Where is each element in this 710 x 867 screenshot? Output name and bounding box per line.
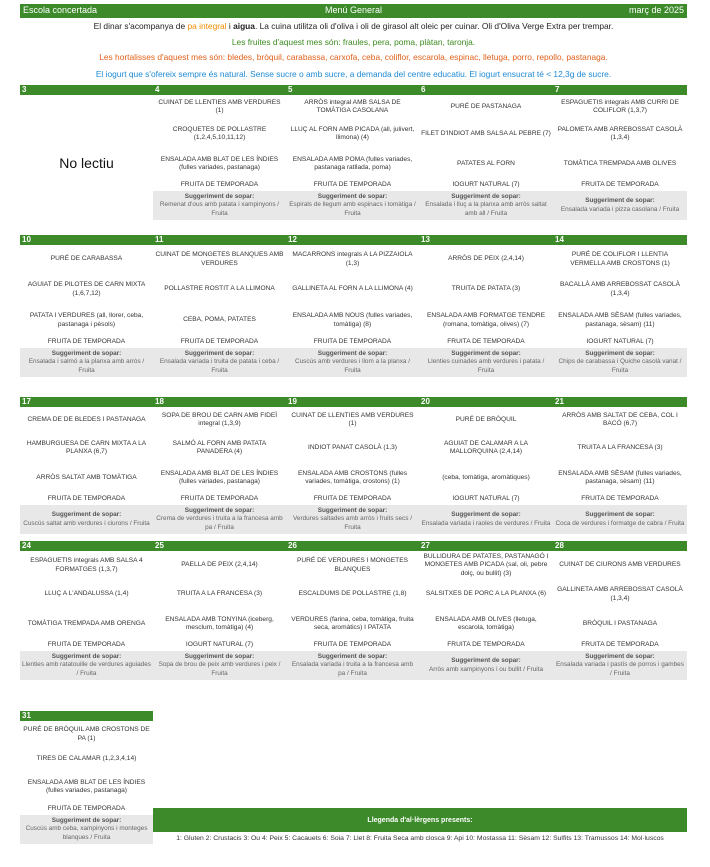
day-number: 31 (22, 711, 31, 720)
day-number: 5 (288, 85, 293, 94)
dish-item: ARRÒS AMB SALTAT DE CEBA, COL I BACÓ (6,7) (562, 411, 678, 427)
dish-item: CUINAT DE LLENTIES AMB VERDURES (1) (158, 98, 281, 114)
day-number: 24 (22, 541, 31, 550)
dish-item: INDIOT PANAT CASOLÀ (1,3) (308, 443, 397, 451)
dish-item: VERDURES (farina, ceba, tomàtiga, fruita seca, aromàtics) I PATATA (291, 615, 414, 631)
dish-item: POLLASTRE ROSTIT A LA LLIMONA (164, 285, 275, 293)
dessert-item: FRUITA DE TEMPORADA (447, 337, 525, 345)
dessert-item: FRUITA DE TEMPORADA (180, 494, 259, 502)
day-number: 7 (555, 85, 560, 94)
dinner-suggestion-text: Ensalada variada i raoles de verdures / Fruita (421, 519, 551, 527)
dinner-suggestion-text: Ensalada variada i pizza casolana / Fruita (560, 205, 680, 213)
day-number: 6 (421, 85, 426, 94)
week-header-bar (20, 397, 687, 407)
intro-yogurt: El iogurt que s'ofereix sempre és natural. Sense sucre o amb sucre, a demanda del centre educatiu. El iogurt ensucrat té < 12,3g de sucre. (95, 69, 612, 79)
dish-item: ENSALADA AMB TONYINA (iceberg, mesclum, tomàtiga) (4) (165, 615, 274, 631)
dinner-suggestion-text: Ensalada i lluç a la planxa amb arròs saltat amb all / Fruita (425, 201, 547, 217)
dessert-item: FRUITA DE TEMPORADA (180, 180, 259, 188)
dinner-suggestion-label: Suggeriment de sopar: (585, 511, 655, 519)
dessert-item: IOGURT NATURAL (7) (586, 337, 654, 345)
day-number: 21 (555, 397, 564, 406)
day-number: 25 (155, 541, 164, 550)
dish-item: BACALLÀ AMB ARREBOSSAT CASOLÀ (1,3,4) (560, 281, 680, 297)
day-number: 20 (421, 397, 430, 406)
dinner-suggestion-label: Suggeriment de sopar: (51, 350, 122, 358)
dinner-suggestion (286, 348, 419, 377)
day-number: 17 (22, 397, 31, 406)
dinner-suggestion-label: Suggeriment de sopar: (451, 193, 521, 201)
dish-item: AGUIAT DE PILOTES DE CARN MIXTA (1,6,7,12) (27, 281, 146, 297)
dessert-item: FRUITA DE TEMPORADA (47, 804, 126, 812)
dinner-suggestion-label: Suggeriment de sopar: (51, 511, 122, 519)
dinner-suggestion (153, 651, 286, 680)
header-bar (20, 4, 687, 18)
dinner-suggestion (20, 815, 153, 844)
dish-item: TOMÀTICA TREMPADA AMB OLIVES (563, 159, 677, 167)
dessert-item: FRUITA DE TEMPORADA (581, 494, 659, 502)
dinner-suggestion-text: Crema de verdures i truita a la francesa amb pa / Fruita (156, 515, 283, 531)
dish-item: TRUITA A LA FRANCESA (3) (577, 443, 663, 451)
dessert-item: FRUITA DE TEMPORADA (313, 640, 392, 648)
dish-item: ENSALADA AMB CROSTONS (fulles variades, tomàtiga, crostons) (1) (297, 469, 408, 485)
day-number: 18 (155, 397, 164, 406)
dish-item: SOPA DE BROU DE CARN AMB FIDEÏ integral (1,3,9) (161, 411, 278, 427)
dish-item: TRUITA DE PATATA (3) (451, 285, 521, 293)
dish-item: BRÒQUIL I PASTANAGA (582, 619, 658, 627)
dish-item: PATATA I VERDURES (all, llorer, ceba, pastanaga i pèsols) (29, 312, 144, 328)
dinner-suggestion (553, 191, 687, 220)
dessert-item: IOGURT NATURAL (7) (452, 180, 520, 188)
dinner-suggestion (153, 505, 286, 534)
dish-item: ESCALDUMS DE POLLASTRE (1,8) (298, 590, 407, 598)
dinner-suggestion-label: Suggeriment de sopar: (317, 507, 388, 515)
dish-item: ENSALADA AMB BLAT DE LES ÍNDIES (fulles variades, pastanaga) (160, 469, 279, 485)
day-number: 3 (22, 85, 27, 94)
dish-item: PATATES AL FORN (457, 159, 515, 167)
menu-date: març de 2025 (628, 5, 684, 15)
dinner-suggestion (419, 191, 553, 220)
dessert-item: IOGURT NATURAL (7) (185, 640, 254, 648)
no-lectiu-label: No lectiu (59, 155, 114, 171)
dinner-suggestion-text: Llenties amb ratatouille de verdures aguiades / Fruita (22, 661, 151, 677)
dessert-item: FRUITA DE TEMPORADA (180, 337, 259, 345)
dinner-suggestion (419, 505, 553, 534)
dish-item: PAELLA DE PEIX (2,4,14) (181, 561, 258, 569)
day-number: 4 (155, 85, 160, 94)
dish-item: TIRES DE CALAMAR (1,2,3,4,14) (36, 755, 137, 763)
dish-item: CUINAT DE CIURONS AMB VERDURES (559, 561, 681, 569)
intro-fruits: Les fruites d'aquest mes són: fraules, pera, poma, plàtan, taronja. (231, 37, 476, 47)
dish-item: PURÉ DE CARABASSA (50, 255, 123, 263)
dish-item: CUINAT DE LLENTIES AMB VERDURES (1) (291, 411, 414, 427)
dish-item: PALOMETA AMB ARREBOSSAT CASOLÀ (1,3,4) (557, 125, 683, 141)
dish-item: TRUITA A LA FRANCESA (3) (176, 590, 263, 598)
dinner-suggestion-text: Ensalada i salmó a la planxa amb arròs / Fruita (28, 358, 145, 374)
dessert-item: FRUITA DE TEMPORADA (313, 494, 392, 502)
week-header-bar (20, 85, 687, 95)
dinner-suggestion (553, 505, 687, 534)
dinner-suggestion-label: Suggeriment de sopar: (184, 653, 255, 661)
dessert-item: FRUITA DE TEMPORADA (47, 640, 126, 648)
dinner-suggestion-label: Suggeriment de sopar: (451, 350, 521, 358)
dinner-suggestion-text: Arròs amb xampinyons i ou bullit / Fruita (428, 665, 543, 673)
dinner-suggestion-label: Suggeriment de sopar: (585, 653, 655, 661)
dinner-suggestion-text: Remenat d'ous amb patata i xampinyons / Fruita (159, 201, 280, 217)
dessert-item: FRUITA DE TEMPORADA (313, 337, 392, 345)
dish-item: PURÉ DE BRÒQUIL (455, 415, 517, 423)
dish-item: GALLINETA AL FORN A LA LLIMONA (4) (292, 285, 413, 293)
allergen-legend-text: 1: Gluten 2: Crustacis 3: Ou 4: Peix 5: Cacauets 6: Soia 7: Llet 8: Fruita Seca amb closca 9: Api 10: Mostassa 11: Sèsam 12: Sulfits 13: Tramussos 14: Mol·luscos (176, 835, 664, 842)
dinner-suggestion-text: Cuscús amb verdures i llom a la planxa / Fruita (294, 358, 411, 374)
dessert-item: FRUITA DE TEMPORADA (313, 180, 392, 188)
day-number: 28 (555, 541, 564, 550)
dish-item: PURÉ DE VERDURES I MONGETES BLANQUES (296, 557, 408, 573)
day-number: 27 (421, 541, 430, 550)
dinner-suggestion-text: Ensalada variada i truita de patata i ceba / Fruita (159, 358, 280, 374)
dish-item: LLUÇ AL FORN AMB PICADA (all, julivert, llimona) (4) (290, 125, 415, 141)
dish-item: SALMÓ AL FORN AMB PATATA PANADERA (4) (172, 439, 267, 455)
dish-item: ENSALADA AMB NOUS (fulles variades, tomàtiga) (8) (292, 312, 413, 328)
dish-item: ENSALADA AMB FORMATGE TENDRE (romana, tomàtiga, olives) (7) (426, 312, 546, 328)
dessert-item: FRUITA DE TEMPORADA (47, 337, 126, 345)
dinner-suggestion (153, 191, 286, 220)
intro-line-1: El dinar s'acompanya de pa integral i aigua. La cuina utilitza oli d'oliva i oli de girasol alt oleic per cuinar. Oli d'Oliva Verge Extra per trempar. (93, 21, 614, 31)
dish-item: ENSALADA AMB SÈSAM (fulles variades, pastanaga, sèsam) (11) (558, 469, 682, 485)
dish-item: ENSALADA AMB BLAT DE LES ÍNDIES (fulles variades, pastanaga) (160, 155, 279, 171)
dish-item: SALSITXES DE PORC A LA PLANXA (6) (425, 590, 547, 598)
dish-item: CUINAT DE MONGETES BLANQUES AMB VERDURES (155, 251, 284, 267)
dinner-suggestion (286, 191, 419, 220)
dinner-suggestion (286, 651, 419, 680)
dish-item: ENSALADA AMB POMA (fulles variades, pastanaga ratllada, poma) (292, 155, 413, 171)
dessert-item: FRUITA DE TEMPORADA (447, 640, 525, 648)
dinner-suggestion-label: Suggeriment de sopar: (184, 507, 255, 515)
dish-item: CROQUETES DE POLLASTRE (1,2,4,5,10,11,12) (172, 125, 267, 141)
dinner-suggestion-label: Suggeriment de sopar: (317, 653, 388, 661)
school-type: Escola concertada (23, 5, 98, 15)
dish-item: ARRÒS SALTAT AMB TOMÀTIGA (36, 473, 137, 481)
dinner-suggestion-label: Suggeriment de sopar: (184, 350, 255, 358)
dish-item: CEBA, POMA, PATATES (183, 316, 256, 324)
dish-item: ENSALADA AMB OLIVES (lletuga, escarola, tomàtiga) (435, 615, 537, 631)
dinner-suggestion-label: Suggeriment de sopar: (451, 657, 521, 665)
dish-item: LLUÇ A L'ANDALUSSA (1,4) (44, 590, 129, 598)
dish-item: (ceba, tomàtiga, aromàtiques) (442, 473, 530, 481)
day-number: 11 (155, 235, 164, 244)
dinner-suggestion-label: Suggeriment de sopar: (184, 193, 255, 201)
day-number: 12 (288, 235, 297, 244)
week-header-bar (20, 711, 153, 721)
dinner-suggestion (553, 651, 687, 680)
dinner-suggestion-label: Suggeriment de sopar: (451, 511, 521, 519)
dish-item: ESPAGUETIS integrals AMB SALSA 4 FORMATGES (1,3,7) (30, 557, 143, 573)
dinner-suggestion-text: Espirals de llegum amb espinacs i tomàtiga / Fruita (289, 201, 416, 217)
dessert-item: FRUITA DE TEMPORADA (581, 640, 659, 648)
dinner-suggestion-label: Suggeriment de sopar: (317, 350, 388, 358)
dish-item: ESPAGUETIS integrals AMB CURRI DE COLIFLOR (1,3,7) (561, 98, 679, 114)
day-number: 14 (555, 235, 564, 244)
dish-item: AGUIAT DE CALAMAR A LA MALLORQUINA (2,4,14) (443, 439, 529, 455)
dinner-suggestion (419, 651, 553, 680)
dish-item: CREMA DE DE BLEDES I PASTANAGA (27, 415, 146, 423)
dinner-suggestion (419, 348, 553, 377)
dish-item: BULLIDURA DE PATATES, PASTANAGÓ I MONGETES AMB PICADA (sal, oli, pebre dolç, ou bullit) (3) (423, 552, 549, 577)
dinner-suggestion (20, 348, 153, 377)
dinner-suggestion (153, 348, 286, 377)
dinner-suggestion-text: Cuscús amb ceba, xampinyons i monteges blanques / Fruita (25, 825, 148, 841)
dish-item: FILET D'INDIOT AMB SALSA AL PEBRE (7) (421, 129, 551, 137)
dish-item: TOMÀTIGA TREMPADA AMB ORENGA (27, 619, 146, 627)
dish-item: HAMBURGUESA DE CARN MIXTA A LA PLANXA (6,7) (26, 439, 147, 455)
dinner-suggestion-text: Coca de verdures i formatge de cabra / Fruita (555, 519, 685, 527)
dinner-suggestion (20, 505, 153, 534)
menu-title: Menú General (324, 5, 383, 15)
dinner-suggestion-text: Ensalada variada i pastís de porros i gambes / Fruita (556, 661, 684, 677)
dinner-suggestion-label: Suggeriment de sopar: (51, 817, 122, 825)
dinner-suggestion-label: Suggeriment de sopar: (317, 193, 388, 201)
day-number: 13 (421, 235, 430, 244)
allergen-legend-title: Llegenda d'al·lèrgens presents: (153, 808, 687, 832)
dinner-suggestion (286, 505, 419, 534)
dinner-suggestion-text: Ensalada variada i truita a la francesa amb pa / Fruita (291, 661, 414, 677)
dessert-item: FRUITA DE TEMPORADA (581, 180, 659, 188)
dinner-suggestion (20, 651, 153, 680)
intro-vegetables: Les hortalisses d'aquest mes són: bledes, bròquil, carabassa, carxofa, ceba, coliflor, escarola, espinac, lletuga, porro, repollo, pastanaga. (99, 52, 608, 62)
dinner-suggestion-text: Sopa de brou de peix amb verdures i peix / Fruita (158, 661, 281, 677)
dessert-item: IOGURT NATURAL (7) (452, 494, 520, 502)
dish-item: ENSALADA AMB BLAT DE LES ÍNDIES (fulles variades, pastanaga) (27, 778, 146, 794)
dinner-suggestion-label: Suggeriment de sopar: (585, 197, 655, 205)
dinner-suggestion-text: Chips de carabassa i Quiche casolà variat / Fruita (558, 358, 682, 374)
dish-item: PURÉ DE COLIFLOR I LLENTIA VERMELLA AMB CROSTONS (1) (570, 251, 670, 267)
dinner-suggestion-label: Suggeriment de sopar: (51, 653, 122, 661)
dinner-suggestion-text: Cuscús saltat amb verdures i ciurons / Fruita (23, 519, 150, 527)
day-number: 26 (288, 541, 297, 550)
dinner-suggestion-label: Suggeriment de sopar: (585, 350, 655, 358)
dish-item: PURÉ DE PASTANAGA (450, 102, 522, 110)
dish-item: MACARRONS integrals A LA PIZZAIOLA (1,3) (292, 251, 413, 267)
dish-item: PURÉ DE BRÒQUIL AMB CROSTONS DE PA (1) (23, 726, 150, 742)
dessert-item: FRUITA DE TEMPORADA (47, 494, 126, 502)
dinner-suggestion (553, 348, 687, 377)
dish-item: ENSALADA AMB SÈSAM (fulles variades, pastanaga, sèsam) (11) (558, 312, 682, 328)
dish-item: ARRÒS DE PEIX (2,4,14) (448, 255, 524, 263)
day-number: 10 (22, 235, 31, 244)
dinner-suggestion-text: Llenties cuinades amb verdures i patata / Fruita (427, 358, 545, 374)
dinner-suggestion-text: Verdures saltades amb arròs i fruits secs / Fruita (293, 515, 412, 531)
dish-item: GALLINETA AMB ARREBOSSAT CASOLÀ (1,3,4) (557, 586, 683, 602)
dish-item: ARRÒS integral AMB SALSA DE TOMÀTIGA CASOLANA (304, 98, 401, 114)
week-header-bar (20, 235, 687, 245)
day-number: 19 (288, 397, 297, 406)
week-header-bar (20, 541, 687, 551)
